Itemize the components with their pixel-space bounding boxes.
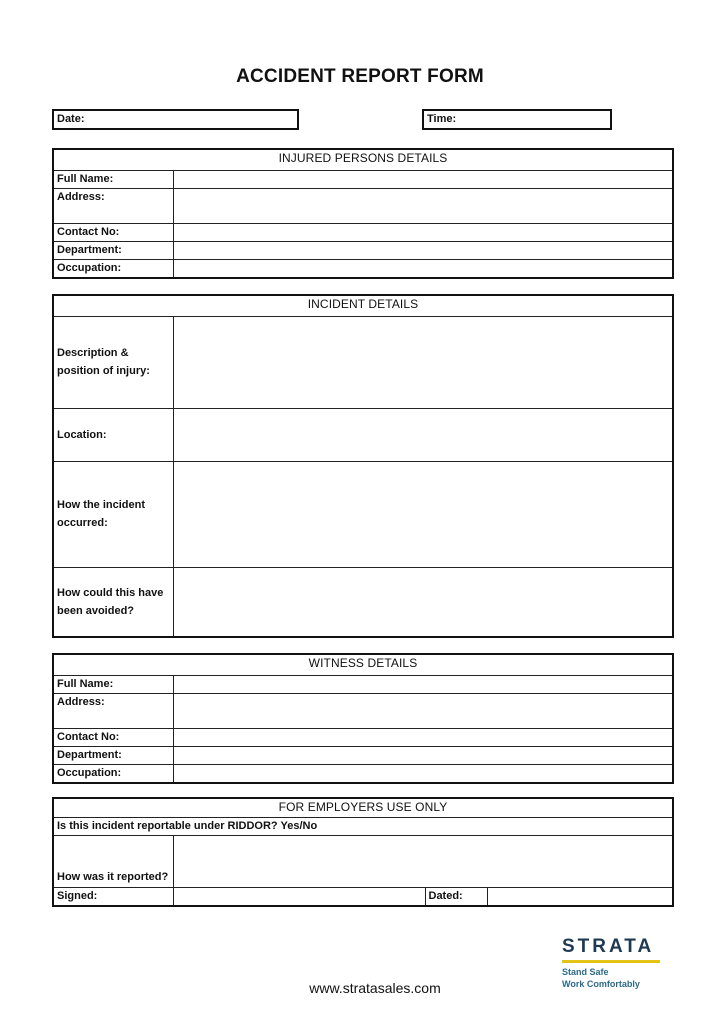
how-reported-input[interactable] xyxy=(173,835,673,887)
date-field[interactable] xyxy=(52,109,299,130)
witness-address-label: Address: xyxy=(53,693,173,728)
brand-name: STRATA xyxy=(562,936,655,957)
incident-heading: INCIDENT DETAILS xyxy=(53,295,673,316)
injured-address-label: Address: xyxy=(53,188,173,223)
brand-underline xyxy=(562,960,660,963)
signed-input[interactable] xyxy=(173,887,425,906)
incident-description-label: Description & position of injury: xyxy=(53,316,173,408)
how-reported-label: How was it reported? xyxy=(53,835,173,887)
form-title: ACCIDENT REPORT FORM xyxy=(236,66,484,87)
riddor-question: Is this incident reportable under RIDDOR? Yes/No xyxy=(53,817,673,835)
brand-tagline-1: Stand Safe xyxy=(562,967,609,977)
injured-department-label: Department: xyxy=(53,241,173,259)
witness-contact-input[interactable] xyxy=(173,728,673,746)
brand-tagline-2: Work Comfortably xyxy=(562,979,640,989)
injured-occupation-input[interactable] xyxy=(173,259,673,278)
time-label: Time: xyxy=(427,113,457,125)
incident-location-label: Location: xyxy=(53,408,173,461)
witness-full-name-label: Full Name: xyxy=(53,675,173,693)
incident-occurred-label: How the incident occurred: xyxy=(53,461,173,567)
employers-use-table xyxy=(52,797,674,907)
incident-avoided-input[interactable] xyxy=(173,567,673,637)
incident-avoided-label: How could this have been avoided? xyxy=(53,567,173,637)
injured-occupation-label: Occupation: xyxy=(53,259,173,278)
witness-full-name-input[interactable] xyxy=(173,675,673,693)
date-label: Date: xyxy=(57,113,85,125)
injured-full-name-label: Full Name: xyxy=(53,170,173,188)
incident-details-table xyxy=(52,294,674,638)
witness-details-table xyxy=(52,653,674,784)
witness-occupation-label: Occupation: xyxy=(53,764,173,783)
witness-contact-label: Contact No: xyxy=(53,728,173,746)
time-field[interactable] xyxy=(422,109,612,130)
incident-description-input[interactable] xyxy=(173,316,673,408)
employer-heading: FOR EMPLOYERS USE ONLY xyxy=(53,798,673,817)
incident-occurred-input[interactable] xyxy=(173,461,673,567)
dated-input[interactable] xyxy=(487,887,673,906)
witness-heading: WITNESS DETAILS xyxy=(53,654,673,675)
witness-occupation-input[interactable] xyxy=(173,764,673,783)
witness-department-label: Department: xyxy=(53,746,173,764)
signed-label: Signed: xyxy=(53,887,173,906)
incident-location-input[interactable] xyxy=(173,408,673,461)
witness-address-input[interactable] xyxy=(173,693,673,728)
injured-full-name-input[interactable] xyxy=(173,170,673,188)
injured-address-input[interactable] xyxy=(173,188,673,223)
injured-heading: INJURED PERSONS DETAILS xyxy=(53,149,673,170)
injured-contact-label: Contact No: xyxy=(53,223,173,241)
injured-department-input[interactable] xyxy=(173,241,673,259)
injured-contact-input[interactable] xyxy=(173,223,673,241)
dated-label: Dated: xyxy=(425,887,487,906)
website-url: www.stratasales.com xyxy=(309,980,441,996)
injured-persons-table xyxy=(52,148,674,279)
witness-department-input[interactable] xyxy=(173,746,673,764)
